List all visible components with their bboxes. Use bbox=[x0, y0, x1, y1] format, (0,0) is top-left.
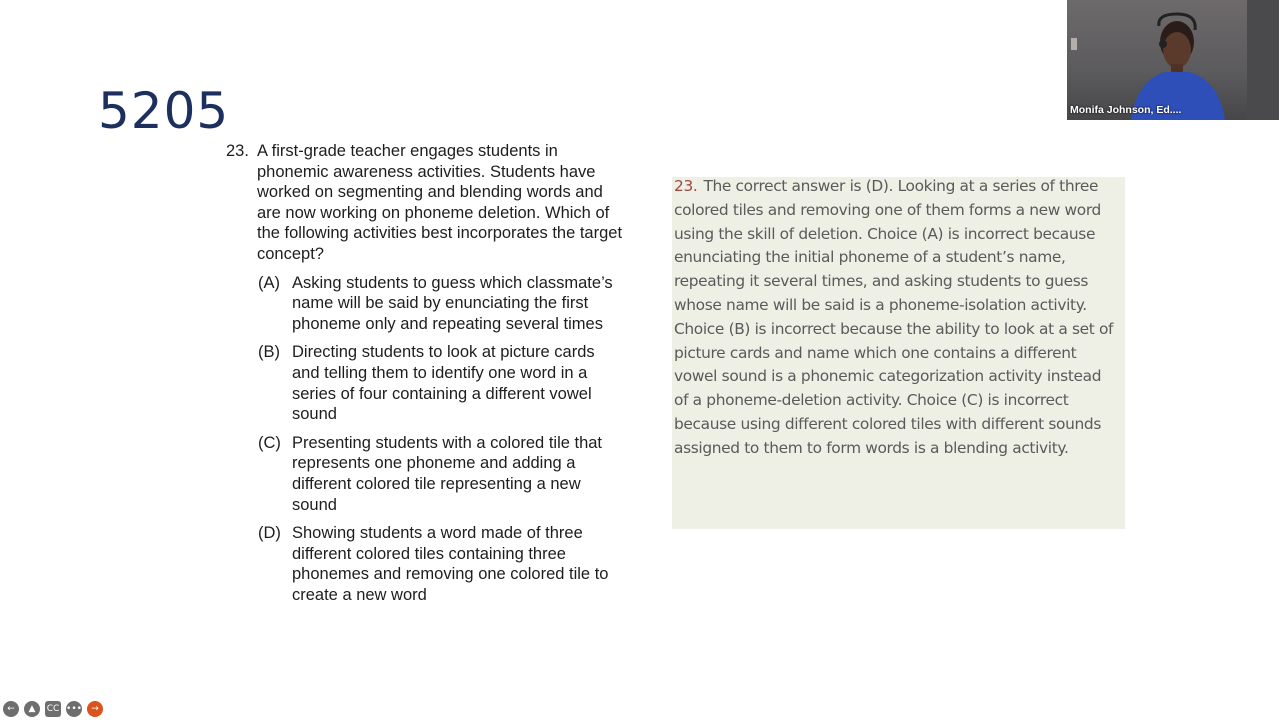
question-stem bbox=[226, 141, 626, 265]
webcam-video-tile[interactable] bbox=[1067, 0, 1279, 120]
participant-name-label: Monifa Johnson, Ed.... bbox=[1070, 104, 1182, 116]
more-icon[interactable]: ••• bbox=[66, 701, 82, 717]
option-text: Asking students to guess which classmate’s name will be said by enunciating the first phoneme only and repeating several times bbox=[292, 273, 613, 333]
slide-number-title: 5205 bbox=[98, 82, 230, 140]
option-a bbox=[258, 273, 626, 335]
question-text: A first-grade teacher engages students in phonemic awareness activities. Students have worked on segmenting and blending words and are now working on phoneme deletion. Which of the following activities best incorporates the target concept? bbox=[257, 142, 623, 263]
answer-text: The correct answer is (D). Looking at a series of three colored tiles and removing one of them forms a new word using the skill of deletion. Choice (A) is incorrect because enunciating the initial phoneme of a student’s name, repeating it several times, and asking students to guess whose name will be said is a phoneme-isolation activity. Choice (B) is incorrect because the ability to look at a set of picture cards and name which one contains a different vowel sound is a phonemic categorization activity instead of a phoneme-deletion activity. Choice (C) is incorrect because using different colored tiles with different sounds assigned to them to form words is a blending activity. bbox=[674, 177, 1114, 457]
presenter-video-icon bbox=[1067, 0, 1279, 120]
option-text: Directing students to look at picture cards and telling them to identify one word in a series of four containing a different vowel sound bbox=[292, 343, 595, 424]
captions-icon[interactable]: CC bbox=[45, 701, 61, 717]
option-letter: (C) bbox=[258, 433, 281, 452]
answer-explanation-box bbox=[672, 177, 1125, 529]
option-letter: (B) bbox=[258, 343, 280, 362]
option-text: Showing students a word made of three different colored tiles containing three phonemes and removing one colored tile to create a new word bbox=[292, 524, 609, 604]
option-text: Presenting students with a colored tile that represents one phoneme and adding a different colored tile representing a new sound bbox=[292, 433, 603, 514]
option-b bbox=[258, 342, 626, 424]
answer-explanation bbox=[674, 175, 1119, 461]
option-letter: (D) bbox=[258, 524, 281, 543]
question-number: 23. bbox=[226, 142, 249, 160]
answer-number: 23. bbox=[674, 177, 698, 195]
question-block bbox=[226, 141, 626, 613]
option-letter: (A) bbox=[258, 273, 280, 292]
next-icon[interactable]: → bbox=[87, 701, 103, 717]
presentation-toolbar bbox=[3, 701, 103, 717]
pointer-icon[interactable]: ▲ bbox=[24, 701, 40, 717]
option-d bbox=[258, 523, 626, 605]
answer-options bbox=[258, 273, 626, 606]
option-c bbox=[258, 433, 626, 515]
back-icon[interactable]: ← bbox=[3, 701, 19, 717]
